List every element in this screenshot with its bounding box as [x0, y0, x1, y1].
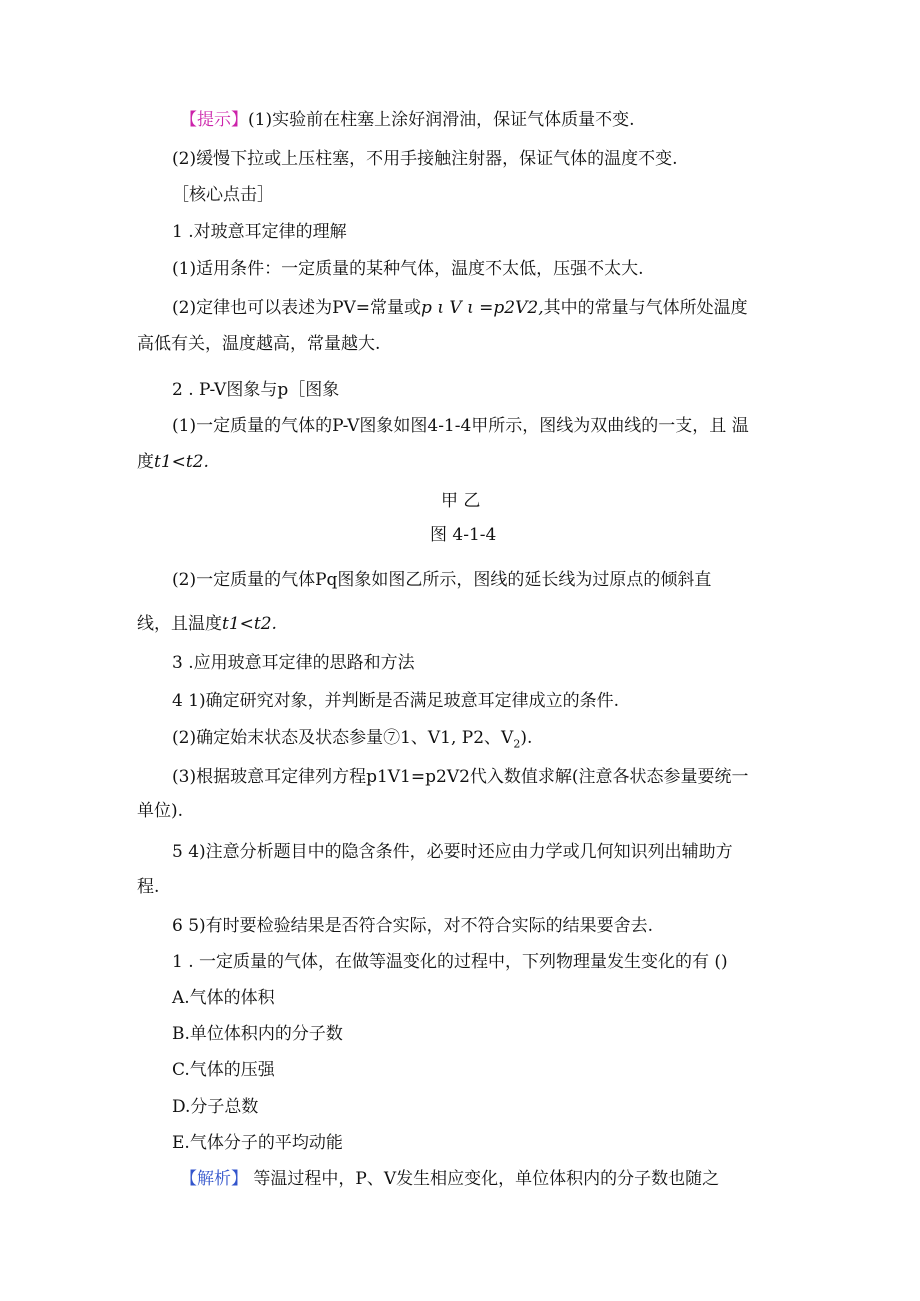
analysis-line — [180, 1167, 719, 1191]
item-2-part-c: 其中的常量与气体所处温度 — [543, 298, 748, 318]
option-c: C.气体的压强 — [172, 1060, 275, 1080]
figure-caption: 图 4-1-4 — [430, 525, 497, 545]
point-2-item-1: (1)一定质量的气体的P-V图象如图4-1-4甲所示，图线为双曲线的一支，且 温 — [172, 416, 749, 436]
figure-labels: 甲 乙 — [441, 491, 481, 511]
tip-text: (1)实验前在柱塞上涂好润滑油，保证气体质量不变. — [248, 110, 635, 130]
item-2-part-a: (2)定律也可以表述为PV=常量或 — [172, 298, 422, 318]
point-3-item-4: 5 4)注意分析题目中的隐含条件，必要时还应由力学或几何知识列出辅助方 — [172, 842, 733, 862]
option-a: A.气体的体积 — [172, 988, 275, 1008]
cont-part-a: 度 — [137, 452, 154, 472]
point-2-heading: 2 . P-V图象与p［图象 — [172, 380, 340, 400]
point-3-item-1: 4 1)确定研究对象，并判断是否满足玻意耳定律成立的条件. — [172, 691, 620, 711]
point-2-item-1-cont — [137, 450, 209, 474]
option-e: E.气体分子的平均动能 — [172, 1133, 343, 1153]
point-3-heading: 3 .应用玻意耳定律的思路和方法 — [172, 653, 415, 673]
section-heading-core: ［核心点击］ — [172, 185, 274, 205]
point-3-item-3: (3)根据玻意耳定律列方程p1V1=p2V2代入数值求解(注意各状态参量要统一 — [172, 767, 749, 787]
cont2-part-a: 线，且温度 — [137, 614, 222, 634]
analysis-text: 等温过程中，P、V发生相应变化，单位体积内的分子数也随之 — [248, 1169, 720, 1189]
point-2-item-2-cont — [137, 612, 277, 636]
temperature-relation-2: t1<t2. — [222, 614, 277, 634]
point-3-item-4-cont: 程. — [137, 877, 160, 897]
point-1-heading: 1 .对玻意耳定律的理解 — [172, 222, 347, 242]
formula-p1v1: p ι V ι =p2V2, — [421, 298, 544, 318]
point-1-item-2 — [172, 296, 748, 320]
question-1: 1 . 一定质量的气体，在做等温变化的过程中，下列物理量发生变化的有 () — [172, 952, 728, 972]
analysis-label: 【解析】 — [180, 1169, 248, 1189]
point-3-item-2 — [172, 726, 532, 756]
item2-part-a: (2)确定始末状态及状态参量⑦1、V1, P2、V — [172, 728, 514, 748]
point-3-item-5: 6 5)有时要检验结果是否符合实际，对不符合实际的结果要舍去. — [172, 916, 654, 936]
option-d: D.分子总数 — [172, 1097, 259, 1117]
point-2-item-2: (2)一定质量的气体Pq图象如图乙所示，图线的延长线为过原点的倾斜直 — [172, 570, 712, 590]
temperature-relation: t1<t2. — [154, 452, 209, 472]
tip-label: 【提示】 — [180, 110, 248, 130]
option-b: B.单位体积内的分子数 — [172, 1024, 343, 1044]
tip-line-2: (2)缓慢下拉或上压柱塞，不用手接触注射器，保证气体的温度不变. — [172, 149, 678, 169]
item2-part-b: ). — [520, 728, 533, 748]
point-1-item-2-cont: 高低有关，温度越高，常量越大. — [137, 334, 381, 354]
tip-line — [180, 108, 634, 132]
point-3-item-3-cont: 单位). — [137, 801, 184, 821]
point-1-item-1: (1)适用条件：一定质量的某种气体，温度不太低，压强不太大. — [172, 259, 644, 279]
subscript-2: 2 — [513, 737, 521, 751]
